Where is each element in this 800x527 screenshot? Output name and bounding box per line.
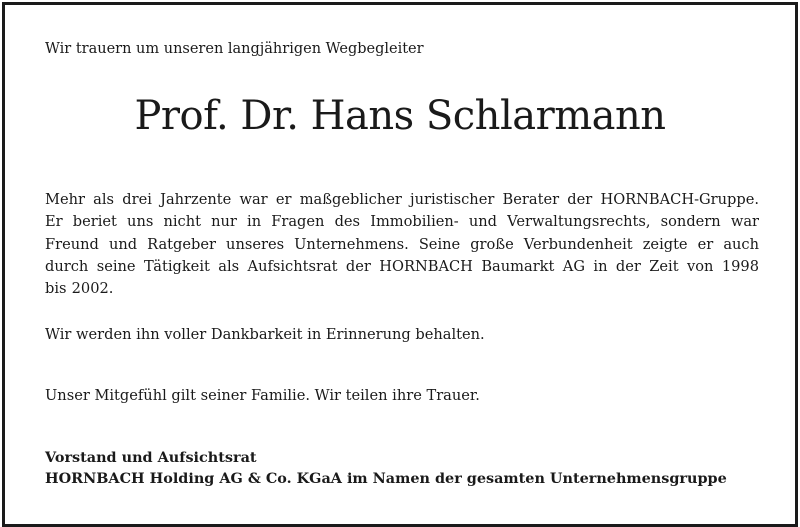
condolence-line: Unser Mitgefühl gilt seiner Familie. Wir teilen ihre Trauer.	[45, 387, 480, 404]
gratitude-line: Wir werden ihn voller Dankbarkeit in Erinnerung behalten.	[45, 326, 485, 343]
tribute-line: durch seine Tätigkeit als Aufsichtsrat der HORNBACH Baumarkt AG in der Zeit von 1998	[45, 257, 759, 275]
tribute-line: Mehr als drei Jahrzente war er maßgeblicher juristischer Berater der HORNBACH-Gruppe.	[45, 191, 759, 208]
signature-company: HORNBACH Holding AG & Co. KGaA im Namen der gesamten Unternehmensgruppe	[45, 470, 727, 487]
tribute-line: Freund und Ratgeber unseres Unternehmens. Seine große Verbundenheit zeigte er auch	[45, 235, 759, 253]
intro-line: Wir trauern um unseren langjährigen Wegbegleiter	[45, 41, 424, 57]
signature-board: Vorstand und Aufsichtsrat	[45, 449, 257, 466]
obituary-notice	[2, 2, 798, 527]
tribute-line: Er beriet uns nicht nur in Fragen des Immobilien- und Verwaltungsrechts, sondern war	[45, 213, 759, 231]
tribute-paragraph	[45, 189, 759, 300]
tribute-line: bis 2002.	[45, 280, 114, 298]
deceased-name: Prof. Dr. Hans Schlarmann	[134, 93, 666, 139]
